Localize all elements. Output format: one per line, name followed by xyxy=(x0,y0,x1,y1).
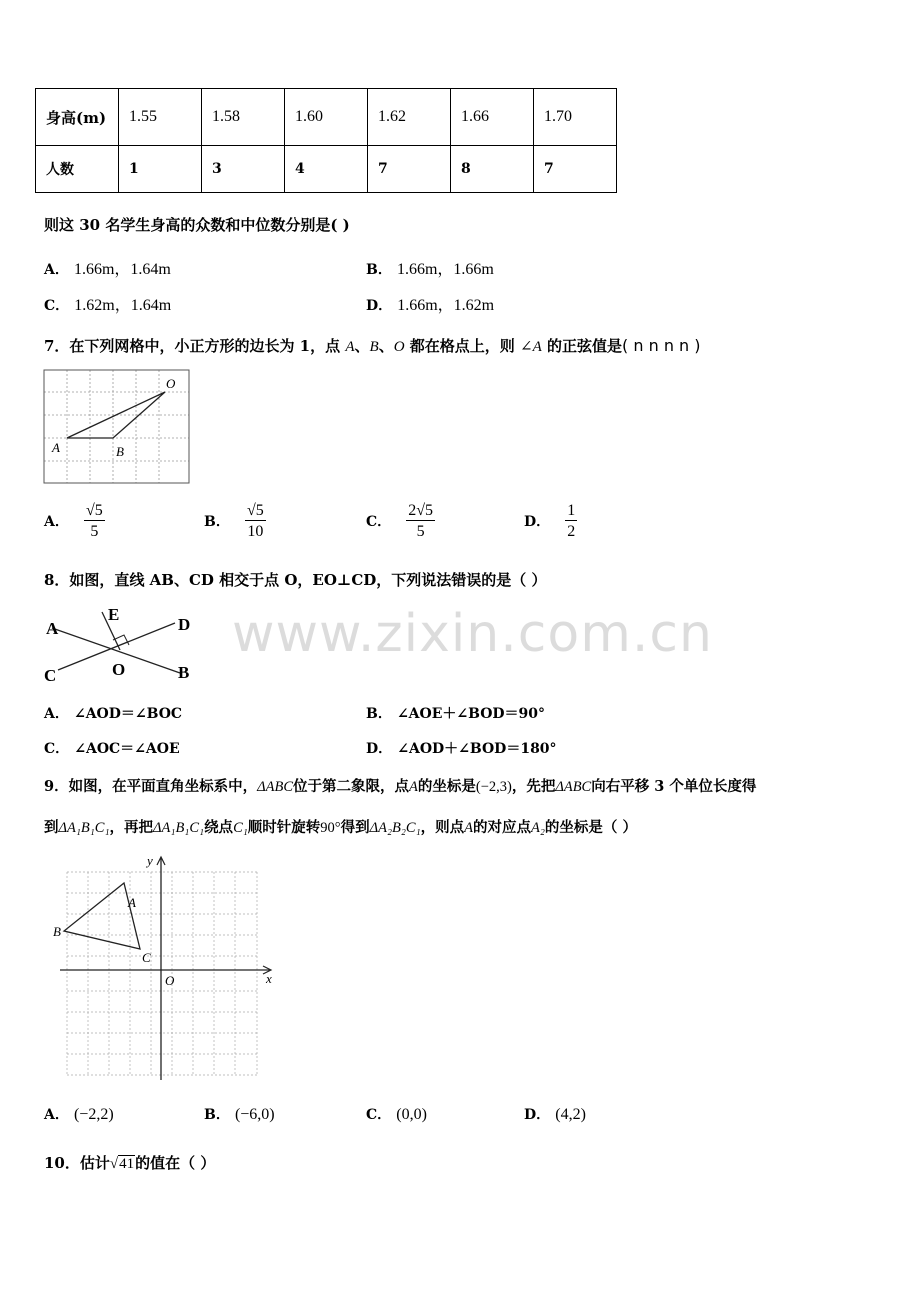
q7-stem-text-b: 都在格点上，则 xyxy=(409,337,515,355)
table-cell: 7 xyxy=(368,146,451,193)
option-label: D． xyxy=(524,514,551,530)
numerator: 1 xyxy=(567,502,576,519)
label-a: A xyxy=(52,440,60,455)
label-c: C xyxy=(44,666,57,685)
triangle-a1b1c1: ΔA₁B₁C₁ xyxy=(58,820,110,836)
q8-option-a[interactable] xyxy=(44,703,182,723)
q9-option-a[interactable] xyxy=(44,1104,114,1124)
denominator: 2 xyxy=(567,523,576,540)
numerator: √5 xyxy=(246,502,264,519)
option-text: 1.66m，1.64m xyxy=(73,261,171,278)
option-label: A． xyxy=(44,514,69,530)
label-c: C xyxy=(142,950,151,965)
q6-option-c[interactable] xyxy=(44,292,171,315)
watermark: www.zixin.com.cn xyxy=(232,604,713,664)
label-d: D xyxy=(178,615,191,634)
option-label: B． xyxy=(366,262,392,278)
point-o-label: O xyxy=(393,339,405,355)
q7-stem xyxy=(44,335,701,356)
table-cell: 3 xyxy=(202,146,285,193)
q9-coordinate-figure xyxy=(50,852,280,1084)
q6-stem: 则这 30 名学生身高的众数和中位数分别是( ) xyxy=(44,216,350,234)
denominator: 5 xyxy=(90,523,99,540)
q9-text: 顺时针旋转 xyxy=(247,819,321,836)
q9-text: 的对应点 xyxy=(472,819,531,836)
option-label: C． xyxy=(366,1107,392,1123)
q9-stem-line1 xyxy=(44,775,756,796)
table-cell: 1 xyxy=(119,146,202,193)
q7-option-b[interactable] xyxy=(204,502,266,541)
label-x: x xyxy=(266,971,272,986)
triangle-abc: ΔABC xyxy=(555,779,592,795)
fraction xyxy=(406,502,435,541)
q6-option-d[interactable] xyxy=(366,292,494,315)
label-origin: O xyxy=(165,973,175,988)
table-header-count: 人数 xyxy=(36,146,119,193)
q10-text: 的值在（ ） xyxy=(135,1154,216,1172)
option-label: D． xyxy=(524,1107,551,1123)
option-label: C． xyxy=(366,514,392,530)
table-header-height: 身高(m) xyxy=(36,89,119,146)
q9-option-d[interactable] xyxy=(524,1104,586,1124)
label-y: y xyxy=(147,853,153,868)
q8-stem: 8．如图，直线 AB、CD 相交于点 O，EO⊥CD，下列说法错误的是（ ） xyxy=(44,571,547,589)
point-a: A xyxy=(409,779,418,795)
label-a: A xyxy=(46,619,59,638)
denominator: 10 xyxy=(247,523,264,540)
height-table xyxy=(35,88,617,193)
option-label: D． xyxy=(366,741,393,757)
q10-text: 10．估计 xyxy=(44,1154,110,1172)
option-label: B． xyxy=(204,514,230,530)
label-e: E xyxy=(108,605,120,624)
table-cell: 8 xyxy=(451,146,534,193)
q9-text: 绕点 xyxy=(204,819,234,836)
fraction xyxy=(565,502,577,541)
q9-text: 向右平移 3 个单位长度得 xyxy=(591,778,757,795)
option-text: (−2,2) xyxy=(73,1106,114,1123)
answer-paren: ( n n n n ) xyxy=(622,336,701,355)
q8-option-b[interactable] xyxy=(366,703,545,723)
option-text: (0,0) xyxy=(396,1106,427,1123)
q9-text: ，则点 xyxy=(420,819,465,836)
table-row xyxy=(36,89,617,146)
q6-option-b[interactable] xyxy=(366,256,494,279)
option-text: ∠AOD＝∠BOC xyxy=(73,706,183,722)
table-row xyxy=(36,146,617,193)
label-a: A xyxy=(128,895,136,910)
q9-option-c[interactable] xyxy=(366,1104,427,1124)
label-o: O xyxy=(166,376,176,391)
label-o: O xyxy=(112,660,126,679)
grid-lines xyxy=(67,872,257,1075)
sqrt-symbol: √ xyxy=(109,1156,119,1172)
point-a2: A₂ xyxy=(530,820,545,836)
label-b: B xyxy=(53,924,61,939)
q9-text: 9．如图，在平面直角坐标系中， xyxy=(44,778,258,795)
q9-text: 的坐标是 xyxy=(417,778,476,795)
point-b-label: B xyxy=(369,339,379,355)
q7-option-a[interactable] xyxy=(44,502,105,541)
option-text: 1.66m，1.66m xyxy=(396,261,494,278)
coord-a: (−2,3) xyxy=(475,779,512,795)
q7-option-d[interactable] xyxy=(524,502,577,541)
table-cell: 1.66 xyxy=(451,89,534,146)
q7-stem-text-c: 的正弦值是 xyxy=(547,337,623,355)
point-c1: C₁ xyxy=(233,820,248,836)
label-b: B xyxy=(116,444,124,459)
option-text: 1.62m，1.64m xyxy=(74,297,172,314)
q9-text: 的坐标是（ ） xyxy=(544,819,637,836)
sqrt-radicand: 41 xyxy=(119,1156,135,1172)
fraction xyxy=(245,502,266,541)
option-label: C． xyxy=(44,741,70,757)
table-cell: 1.62 xyxy=(368,89,451,146)
q8-option-d[interactable] xyxy=(366,738,557,758)
option-label: B． xyxy=(204,1107,230,1123)
option-label: D． xyxy=(366,298,393,314)
option-text: 1.66m，1.62m xyxy=(397,297,495,314)
triangle-a1b1c1: ΔA₁B₁C₁ xyxy=(153,820,205,836)
separator: 、 xyxy=(378,337,394,355)
table-cell: 1.70 xyxy=(534,89,617,146)
fraction xyxy=(84,502,105,541)
table-cell: 1.55 xyxy=(119,89,202,146)
label-b: B xyxy=(178,663,190,682)
triangle-abc: ΔABC xyxy=(257,779,293,795)
option-label: A． xyxy=(44,1107,69,1123)
point-a-label: A xyxy=(345,339,355,355)
q9-text: ，再把 xyxy=(109,819,154,836)
option-text: (4,2) xyxy=(555,1106,586,1123)
option-text: ∠AOC＝∠AOE xyxy=(74,741,180,757)
q9-text: 得到 xyxy=(340,819,370,836)
option-text: ∠AOE＋∠BOD＝90° xyxy=(396,706,546,722)
numerator: √5 xyxy=(85,502,103,519)
q9-option-b[interactable] xyxy=(204,1104,275,1124)
q8-option-c[interactable] xyxy=(44,738,180,758)
option-label: A． xyxy=(44,706,69,722)
option-label: C． xyxy=(44,298,70,314)
point-a: A xyxy=(464,820,473,836)
q8-lines-figure xyxy=(40,598,200,688)
degree-value: 90° xyxy=(320,820,341,836)
q9-text: 位于第二象限，点 xyxy=(293,778,409,795)
table-cell: 7 xyxy=(534,146,617,193)
option-label: A． xyxy=(44,262,69,278)
numerator: 2√5 xyxy=(408,502,434,519)
q7-grid-figure xyxy=(42,368,192,486)
q9-text: ，先把 xyxy=(511,778,556,795)
q7-stem-text-a: 7．在下列网格中，小正方形的边长为 1，点 xyxy=(44,337,341,355)
q10-stem xyxy=(44,1152,215,1173)
q6-option-a[interactable] xyxy=(44,256,171,279)
denominator: 5 xyxy=(416,523,425,540)
option-text: ∠AOD＋∠BOD＝180° xyxy=(397,741,557,757)
option-text: (−6,0) xyxy=(234,1106,275,1123)
table-cell: 1.58 xyxy=(202,89,285,146)
table-cell: 1.60 xyxy=(285,89,368,146)
triangle-a2b2c1: ΔA₂B₂C₁ xyxy=(369,820,421,836)
q7-option-c[interactable] xyxy=(366,502,435,541)
q9-stem-line2 xyxy=(44,816,637,837)
angle-a: ∠A xyxy=(520,339,542,355)
q9-text: 到 xyxy=(44,819,59,836)
separator: 、 xyxy=(354,337,370,355)
option-label: B． xyxy=(366,706,392,722)
table-cell: 4 xyxy=(285,146,368,193)
